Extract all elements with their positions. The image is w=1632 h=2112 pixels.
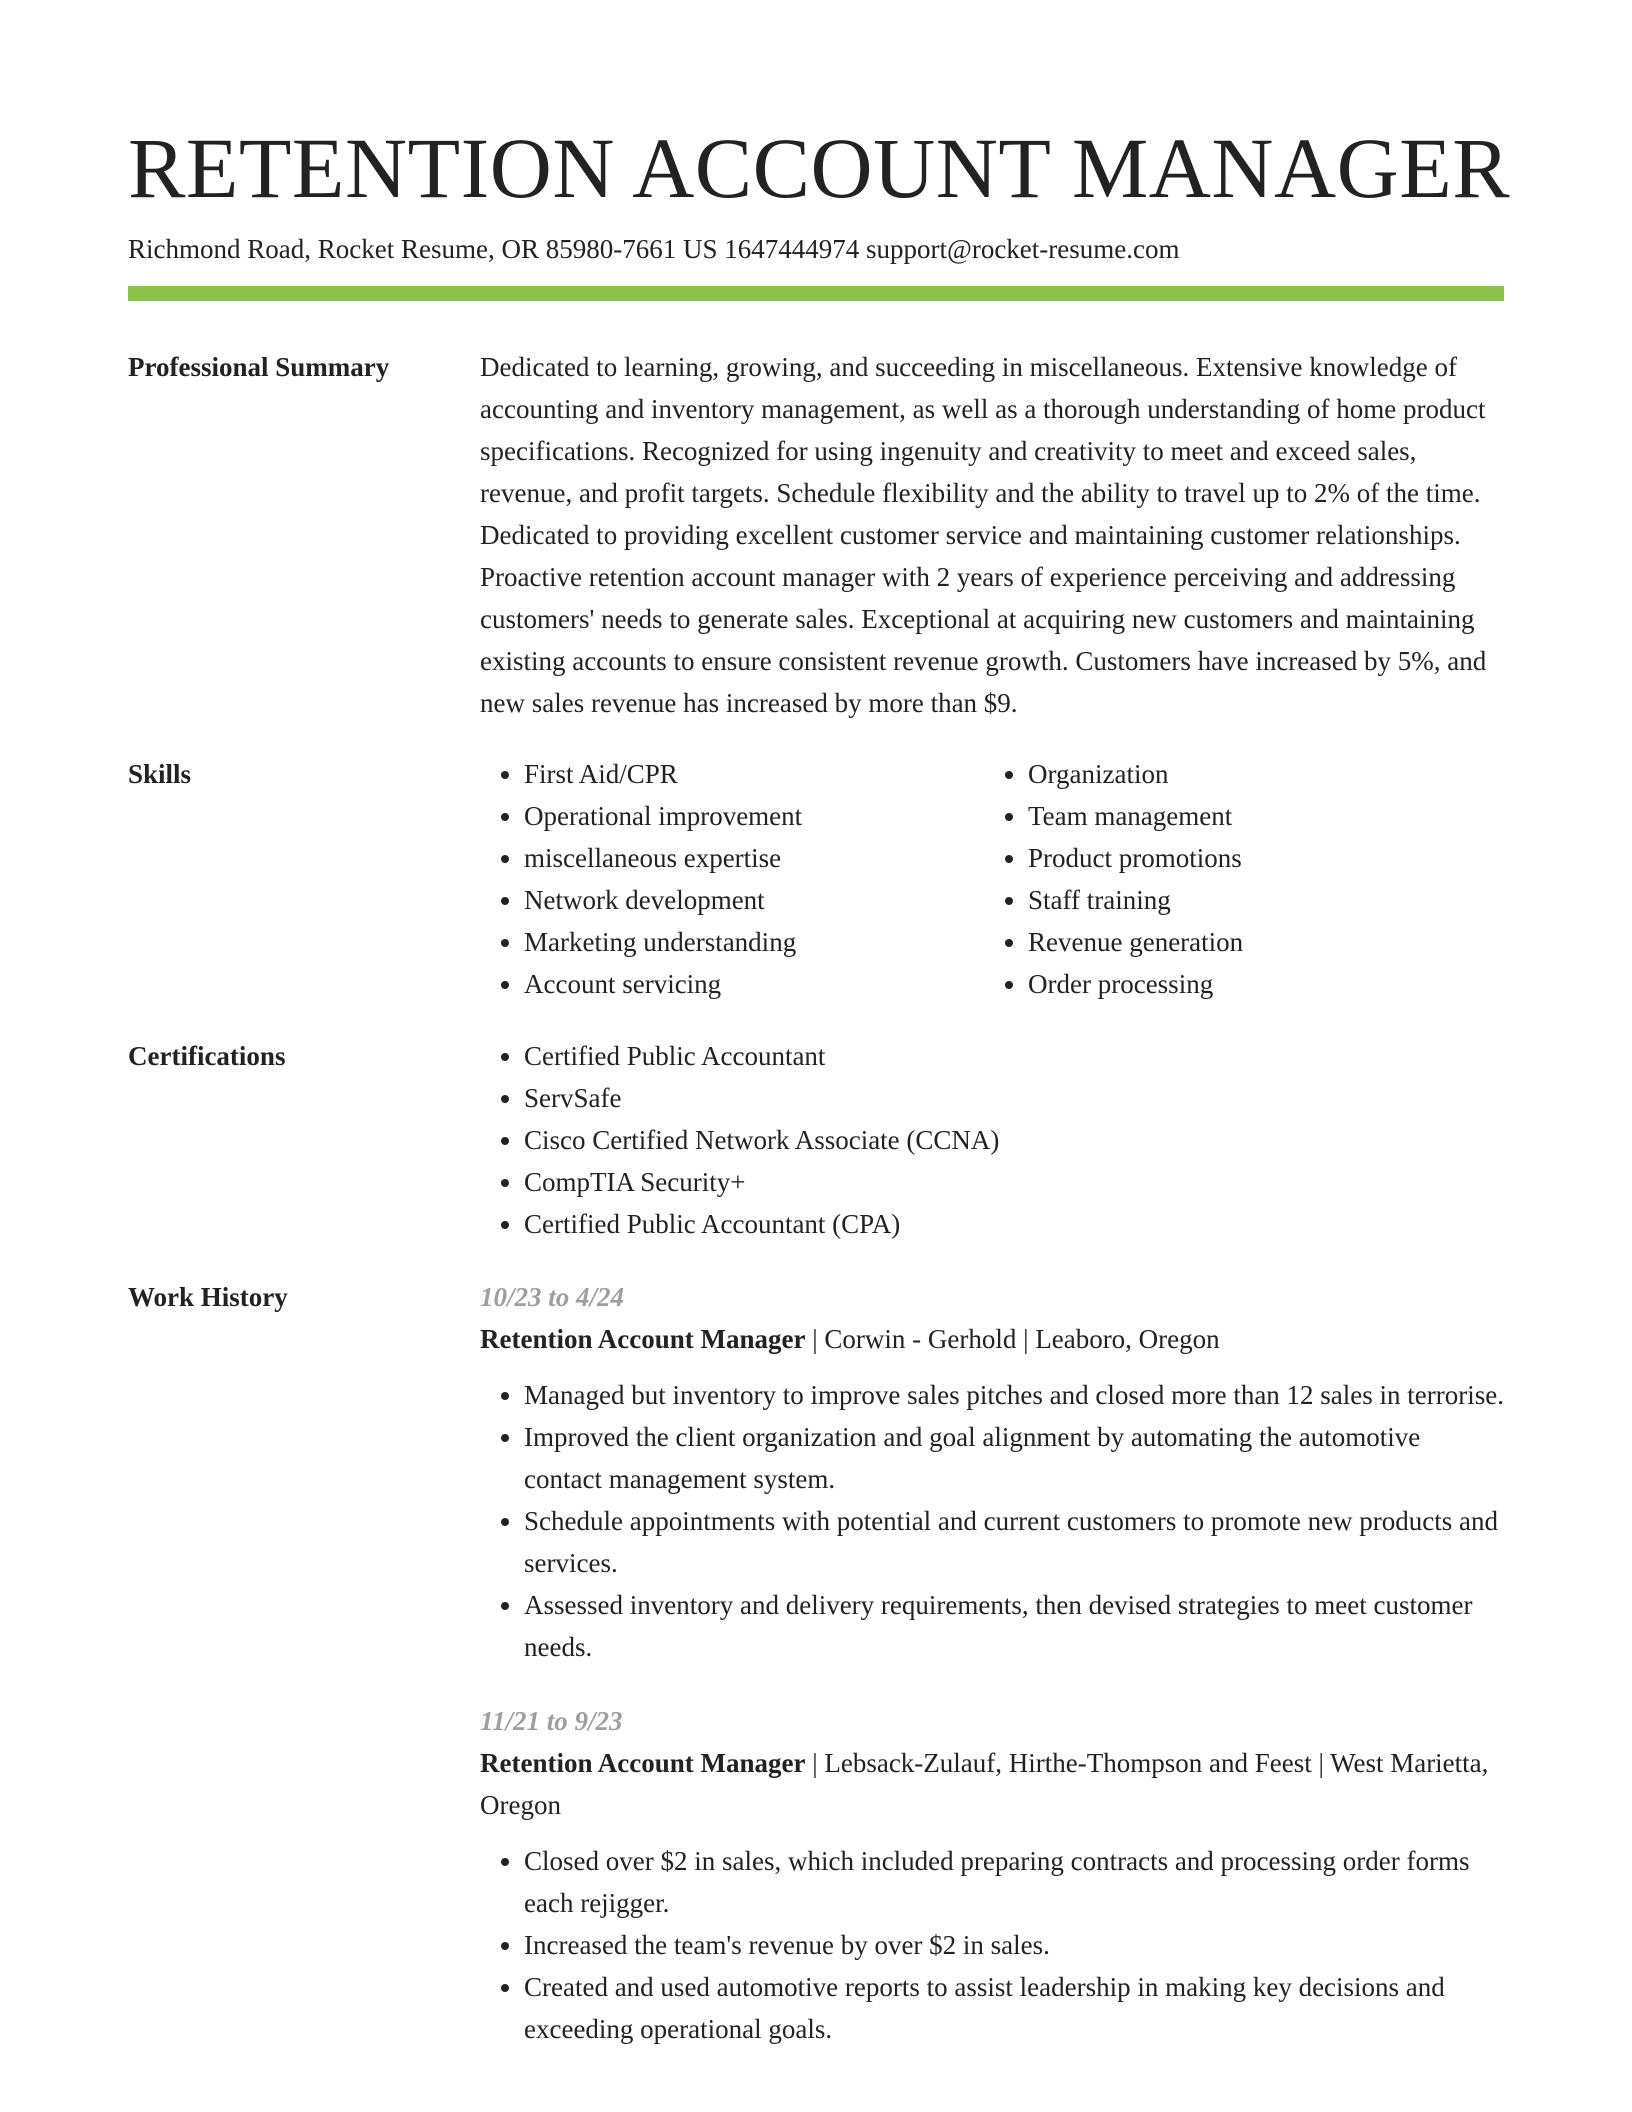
list-item: • ServSafe [524,1077,1504,1119]
job-details: | Corwin - Gerhold | Leaboro, Oregon [805,1324,1220,1354]
list-item: • Revenue generation [1028,921,1488,963]
summary-body [480,346,1504,724]
section-label-summary: Professional Summary [128,352,390,382]
list-item: • First Aid/CPR [524,753,984,795]
list-item: • Improved the client organization and goal alignment by automating the automotive contact management system. [524,1416,1504,1500]
list-item: • Organization [1028,753,1488,795]
job-dates: 11/21 to 9/23 [480,1706,623,1736]
list-item: • Operational improvement [524,795,984,837]
list-item: • Cisco Certified Network Associate (CCNA) [524,1119,1504,1161]
list-item: • Product promotions [1028,837,1488,879]
job-bullets [480,1374,1504,1668]
contact-line: Richmond Road, Rocket Resume, OR 85980-7661 US 1647444974 support@rocket-resume.com [128,234,1180,264]
list-item: • Closed over $2 in sales, which included preparing contracts and processing order forms each rejigger. [524,1840,1504,1924]
job-details: | Lebsack-Zulauf, Hirthe-Thompson and Feest | West Marietta, Oregon [480,1748,1489,1820]
skills-list-left [480,753,984,1005]
resume-title: RETENTION ACCOUNT MANAGER [128,120,1511,216]
list-item: • Assessed inventory and delivery requirements, then devised strategies to meet customer needs. [524,1584,1504,1668]
job-title: Retention Account Manager [480,1748,806,1778]
list-item: • Certified Public Accountant (CPA) [524,1203,1504,1245]
list-item: • Schedule appointments with potential and current customers to promote new products and services. [524,1500,1504,1584]
list-item: • Marketing understanding [524,921,984,963]
summary-text: Dedicated to learning, growing, and succeeding in miscellaneous. Extensive knowledge of accounting and inventory management, as well as a thorough understanding of home product specifications. Recognized for using ingenuity and creativity to meet and exceed sales, revenue, and profit targets. Schedule flexibility and the ability to travel up to 2% of the time. Dedicated to providing excellent customer service and maintaining customer relationships. Proactive retention account manager with 2 years of experience perceiving and addressing customers' needs to generate sales. Exceptional at acquiring new customers and maintaining existing accounts to ensure consistent revenue growth. Customers have increased by 5%, and new sales revenue has increased by more than $9. [480,352,1487,718]
job-heading [480,1742,1504,1826]
job-dates: 10/23 to 4/24 [480,1282,625,1312]
list-item: • Team management [1028,795,1488,837]
section-label-work-history: Work History [128,1282,288,1312]
job-bullets [480,1840,1504,2050]
certifications-list [480,1035,1504,1245]
job-heading [480,1318,1504,1360]
skills-body [480,753,1504,1005]
list-item: • Order processing [1028,963,1488,1005]
certifications-body [480,1035,1504,1245]
job-title: Retention Account Manager [480,1324,806,1354]
list-item: • Staff training [1028,879,1488,921]
job-entry [480,1700,1504,2050]
list-item: • Certified Public Accountant [524,1035,1504,1077]
list-item: • Created and used automotive reports to assist leadership in making key decisions and exceeding operational goals. [524,1966,1504,2050]
list-item: • Account servicing [524,963,984,1005]
skills-list-right [984,753,1488,1005]
list-item: • CompTIA Security+ [524,1161,1504,1203]
list-item: • miscellaneous expertise [524,837,984,879]
section-label-certifications: Certifications [128,1041,286,1071]
list-item: • Network development [524,879,984,921]
list-item: • Managed but inventory to improve sales pitches and closed more than 12 sales in terrorise. [524,1374,1504,1416]
section-label-skills: Skills [128,759,192,789]
list-item: • Increased the team's revenue by over $2 in sales. [524,1924,1504,1966]
header-divider [128,286,1504,301]
work-history-body [480,1276,1504,2050]
job-entry [480,1276,1504,1668]
